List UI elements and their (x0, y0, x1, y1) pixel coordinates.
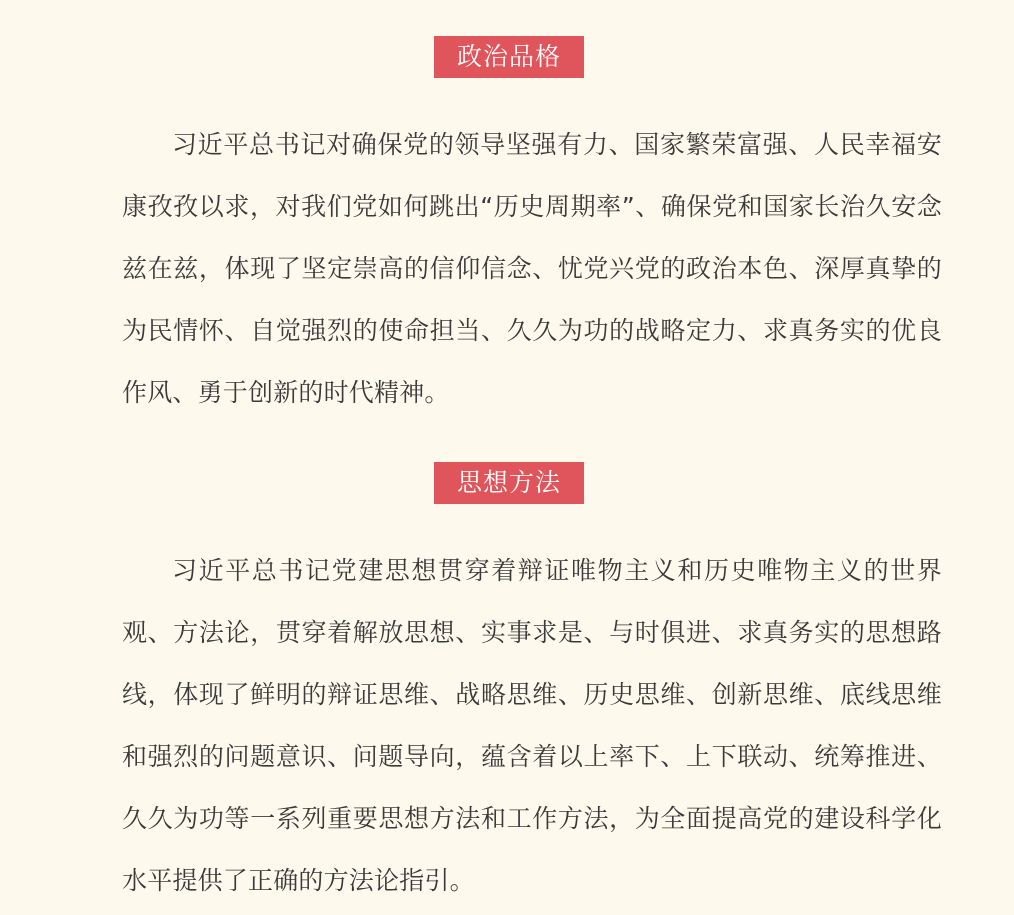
section-body-political-character: 习近平总书记对确保党的领导坚强有力、国家繁荣富强、人民幸福安康孜孜以求，对我们党如何跳出“历史周期率”、确保党和国家长治久安念兹在兹，体现了坚定崇高的信仰信念、忧党兴党的政治本色、深厚真挚的为民情怀、自觉强烈的使命担当、久久为功的战略定力、求真务实的优良作风、勇于创新的时代精神。 (122, 130, 942, 407)
section-title-political-character: 政治品格 (434, 36, 584, 78)
section-body-thinking-methods: 习近平总书记党建思想贯穿着辩证唯物主义和历史唯物主义的世界观、方法论，贯穿着解放思想、实事求是、与时俱进、求真务实的思想路线，体现了鲜明的辩证思维、战略思维、历史思维、创新思维、底线思维和强烈的问题意识、问题导向，蕴含着以上率下、上下联动、统筹推进、久久为功等一系列重要思想方法和工作方法，为全面提高党的建设科学化水平提供了正确的方法论指引。 (122, 556, 942, 895)
section-title-thinking-methods: 思想方法 (434, 462, 584, 504)
